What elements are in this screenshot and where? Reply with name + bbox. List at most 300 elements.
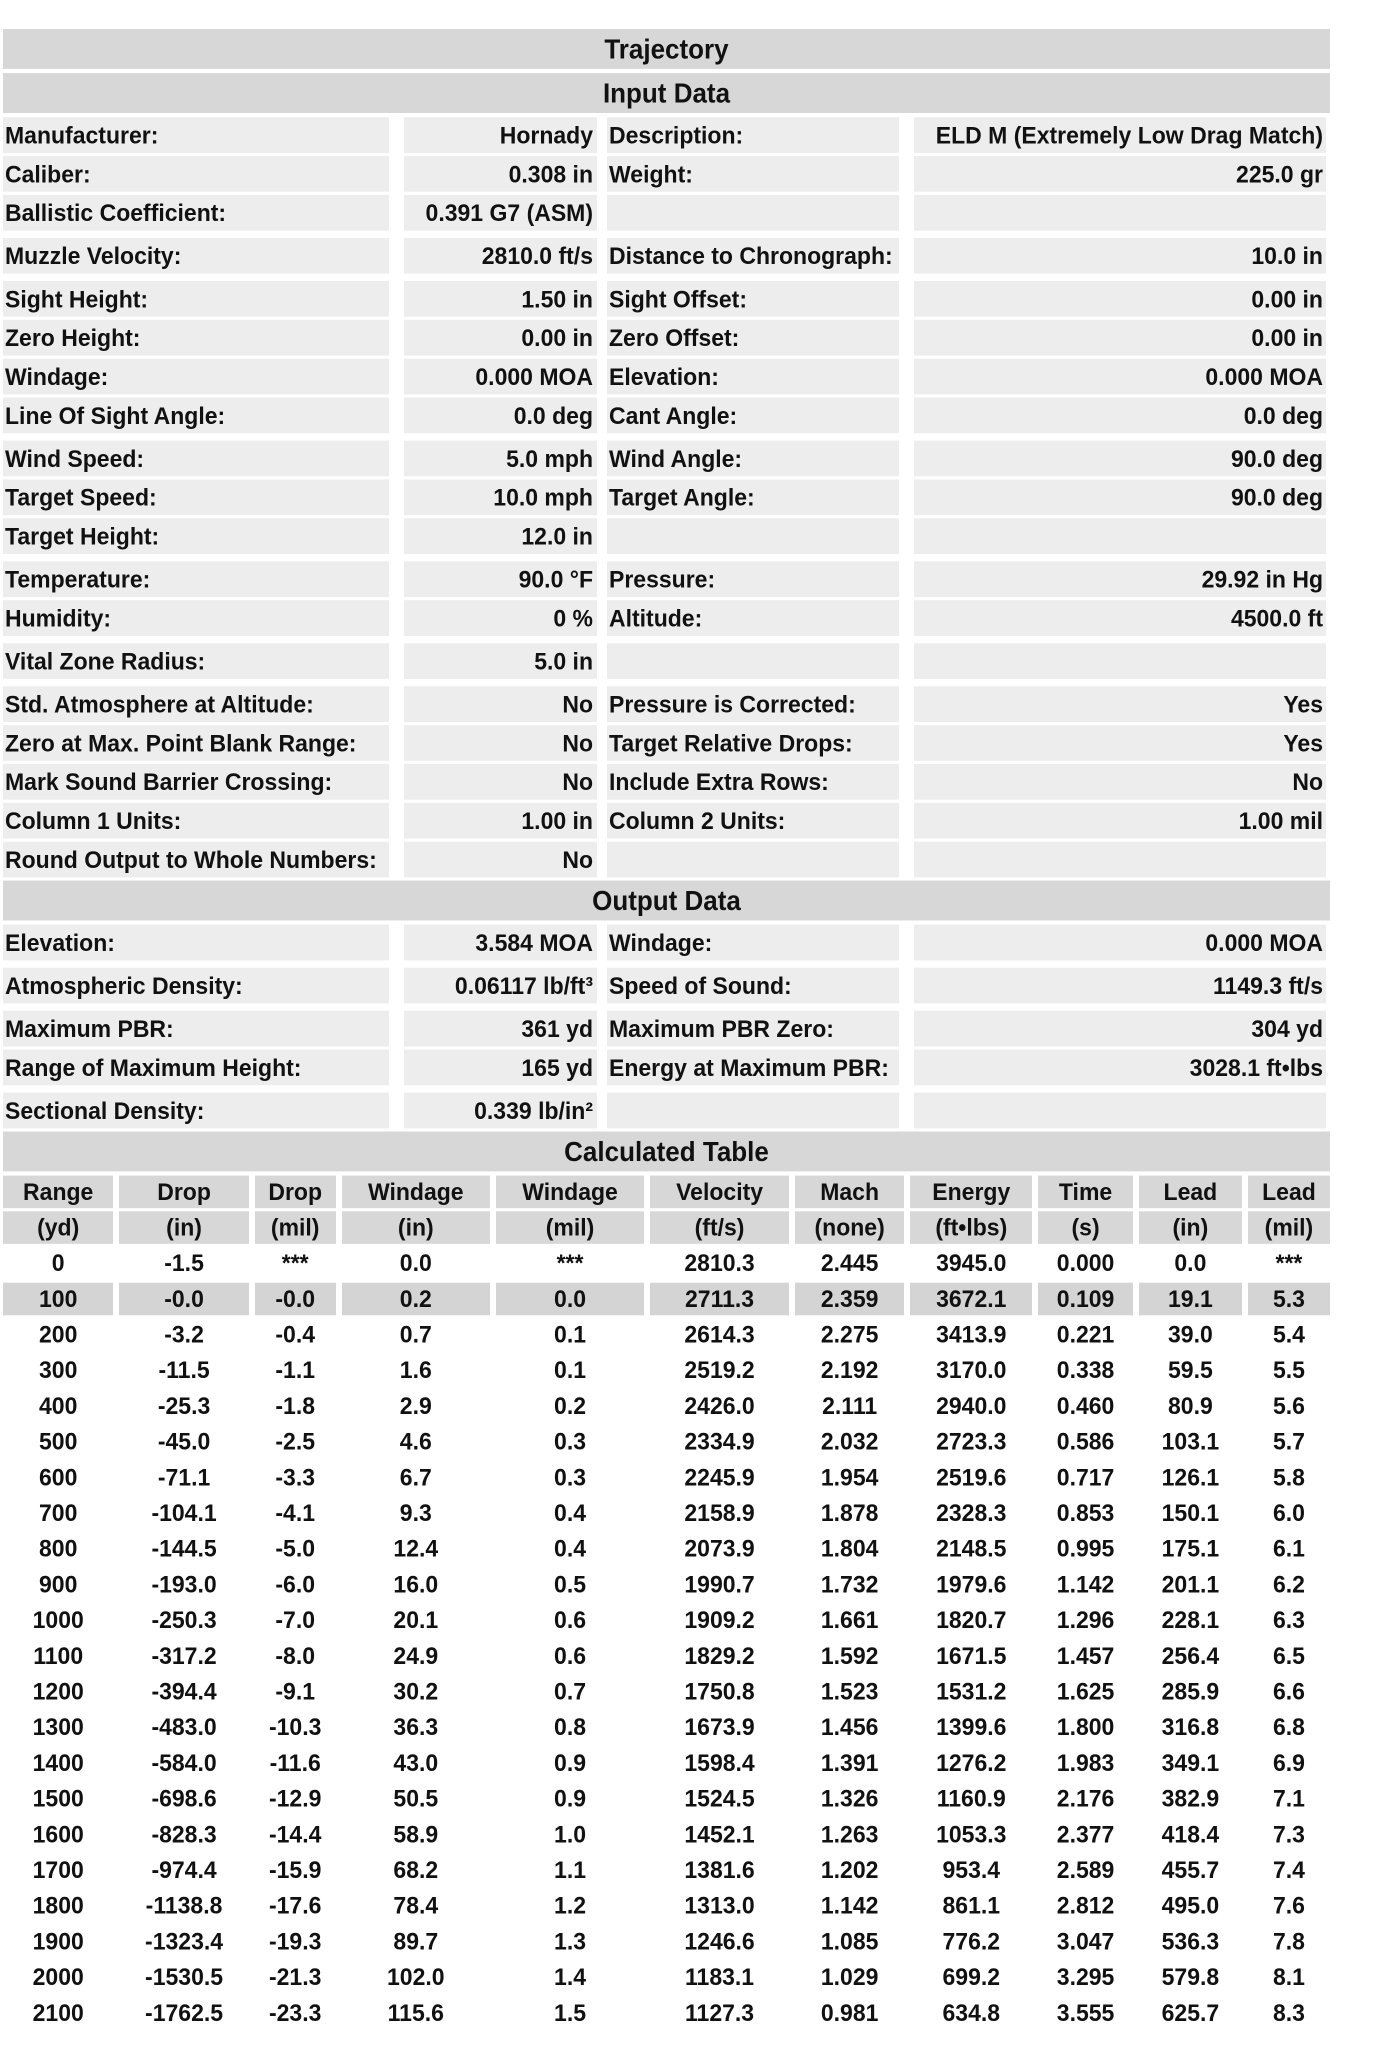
value-right: Yes [914, 725, 1326, 761]
table-cell: 1531.2 [910, 1675, 1032, 1708]
data-row [3, 600, 1330, 636]
data-row [3, 561, 1330, 597]
page-title: Trajectory [3, 29, 1330, 69]
table-cell: -12.9 [255, 1782, 336, 1815]
table-cell: 2519.6 [910, 1461, 1032, 1494]
table-cell: -0.0 [255, 1283, 336, 1316]
table-cell: 0.338 [1038, 1354, 1133, 1387]
table-cell: 100 [3, 1283, 113, 1316]
value-right: 304 yd [914, 1011, 1326, 1047]
table-cell: 1300 [3, 1711, 113, 1744]
table-cell: -1138.8 [119, 1890, 248, 1923]
table-cell: 900 [3, 1568, 113, 1601]
table-row [3, 1318, 1330, 1351]
table-row [3, 1997, 1330, 2030]
value-right [914, 1093, 1326, 1129]
data-row [3, 643, 1330, 679]
table-row [3, 1782, 1330, 1815]
table-cell: -15.9 [255, 1854, 336, 1887]
calculated-table [0, 1172, 1336, 2032]
table-cell: -1.1 [255, 1354, 336, 1387]
table-cell: 349.1 [1139, 1747, 1242, 1780]
table-cell: -317.2 [119, 1640, 248, 1673]
table-cell: 5.5 [1248, 1354, 1330, 1387]
table-cell: 1600 [3, 1818, 113, 1851]
table-cell: 1.202 [795, 1854, 904, 1887]
table-cell: 3413.9 [910, 1318, 1032, 1351]
table-cell: 8.1 [1248, 1961, 1330, 1994]
table-cell: 1673.9 [650, 1711, 789, 1744]
table-cell: 4.6 [342, 1425, 490, 1458]
table-cell: 625.7 [1139, 1997, 1242, 2030]
label-left: Target Speed: [3, 479, 389, 515]
value-left: No [404, 764, 597, 800]
label-left: Wind Speed: [3, 441, 389, 477]
table-cell: -21.3 [255, 1961, 336, 1994]
table-row [3, 1497, 1330, 1530]
table-cell: -584.0 [119, 1747, 248, 1780]
table-cell: 6.1 [1248, 1533, 1330, 1566]
table-cell: 3.555 [1038, 1997, 1133, 2030]
table-cell: 24.9 [342, 1640, 490, 1673]
data-row [3, 842, 1330, 878]
data-row [3, 725, 1330, 761]
data-row [3, 1011, 1330, 1047]
value-right: 0.00 in [914, 281, 1326, 317]
table-cell: 78.4 [342, 1890, 490, 1923]
value-right: 3028.1 ft•lbs [914, 1050, 1326, 1086]
table-row [3, 1925, 1330, 1958]
table-row [3, 1390, 1330, 1423]
table-cell: -45.0 [119, 1425, 248, 1458]
table-cell: 800 [3, 1533, 113, 1566]
data-row [3, 238, 1330, 274]
label-left: Caliber: [3, 156, 389, 192]
table-cell: 1.326 [795, 1782, 904, 1815]
table-cell: 200 [3, 1318, 113, 1351]
table-cell: 50.5 [342, 1782, 490, 1815]
table-cell: 2245.9 [650, 1461, 789, 1494]
table-row [3, 1854, 1330, 1887]
data-row [3, 968, 1330, 1004]
table-cell: 115.6 [342, 1997, 490, 2030]
table-cell: 1.800 [1038, 1711, 1133, 1744]
table-row [3, 1533, 1330, 1566]
table-cell: -10.3 [255, 1711, 336, 1744]
table-cell: 0.0 [496, 1283, 644, 1316]
column-header: Windage [496, 1176, 644, 1209]
table-cell: -5.0 [255, 1533, 336, 1566]
value-right: 1.00 mil [914, 803, 1326, 839]
table-cell: 0.853 [1038, 1497, 1133, 1530]
table-row [3, 1711, 1330, 1744]
table-cell: 0.0 [342, 1247, 490, 1280]
table-cell: 1671.5 [910, 1640, 1032, 1673]
label-right: Zero Offset: [607, 320, 899, 356]
table-cell: -1.8 [255, 1390, 336, 1423]
label-left: Sectional Density: [3, 1093, 389, 1129]
table-cell: 43.0 [342, 1747, 490, 1780]
table-cell: 2723.3 [910, 1425, 1032, 1458]
value-right: 10.0 in [914, 238, 1326, 274]
column-header: (mil) [1248, 1211, 1330, 1244]
table-cell: 2.812 [1038, 1890, 1133, 1923]
data-row [3, 117, 1330, 153]
table-cell: 1.391 [795, 1747, 904, 1780]
table-cell: 5.4 [1248, 1318, 1330, 1351]
table-cell: 536.3 [1139, 1925, 1242, 1958]
table-cell: 1.1 [496, 1854, 644, 1887]
table-cell: 36.3 [342, 1711, 490, 1744]
table-cell: 1.592 [795, 1640, 904, 1673]
table-cell: 2519.2 [650, 1354, 789, 1387]
value-right: ELD M (Extremely Low Drag Match) [914, 117, 1326, 153]
column-header-row [3, 1176, 1330, 1209]
label-left: Column 1 Units: [3, 803, 389, 839]
label-left: Zero Height: [3, 320, 389, 356]
table-cell: 1900 [3, 1925, 113, 1958]
label-left: Atmospheric Density: [3, 968, 389, 1004]
label-right: Maximum PBR Zero: [607, 1011, 899, 1047]
table-cell: 0.3 [496, 1461, 644, 1494]
column-units-row [3, 1211, 1330, 1244]
table-cell: 953.4 [910, 1854, 1032, 1887]
table-cell: 1053.3 [910, 1818, 1032, 1851]
table-cell: -828.3 [119, 1818, 248, 1851]
output-data-header: Output Data [3, 881, 1330, 921]
table-cell: 1800 [3, 1890, 113, 1923]
table-cell: 700 [3, 1497, 113, 1530]
calculated-table-header: Calculated Table [3, 1132, 1330, 1172]
label-right: Description: [607, 117, 899, 153]
table-cell: 2.111 [795, 1390, 904, 1423]
table-cell: 5.3 [1248, 1283, 1330, 1316]
table-cell: 19.1 [1139, 1283, 1242, 1316]
table-cell: 1452.1 [650, 1818, 789, 1851]
table-cell: 1313.0 [650, 1890, 789, 1923]
table-cell: 316.8 [1139, 1711, 1242, 1744]
column-header: Energy [910, 1176, 1032, 1209]
column-header: (mil) [496, 1211, 644, 1244]
label-left: Muzzle Velocity: [3, 238, 389, 274]
label-right: Target Relative Drops: [607, 725, 899, 761]
label-left: Maximum PBR: [3, 1011, 389, 1047]
label-left: Range of Maximum Height: [3, 1050, 389, 1086]
table-cell: 175.1 [1139, 1533, 1242, 1566]
table-cell: -71.1 [119, 1461, 248, 1494]
data-row [3, 320, 1330, 356]
table-cell: 3945.0 [910, 1247, 1032, 1280]
table-cell: 2.445 [795, 1247, 904, 1280]
table-cell: 1.029 [795, 1961, 904, 1994]
value-right: 90.0 deg [914, 479, 1326, 515]
table-cell: 0 [3, 1247, 113, 1280]
value-right: 0.00 in [914, 320, 1326, 356]
table-cell: 2426.0 [650, 1390, 789, 1423]
table-cell: 285.9 [1139, 1675, 1242, 1708]
label-right [607, 518, 899, 554]
table-cell: 2.377 [1038, 1818, 1133, 1851]
column-header: Lead [1139, 1176, 1242, 1209]
table-row [3, 1675, 1330, 1708]
table-cell: 1246.6 [650, 1925, 789, 1958]
table-cell: 500 [3, 1425, 113, 1458]
table-cell: 20.1 [342, 1604, 490, 1637]
data-row [3, 281, 1330, 317]
value-right [914, 643, 1326, 679]
label-right: Distance to Chronograph: [607, 238, 899, 274]
table-cell: 7.4 [1248, 1854, 1330, 1887]
table-cell: 0.6 [496, 1604, 644, 1637]
column-header: Range [3, 1176, 113, 1209]
table-cell: 0.8 [496, 1711, 644, 1744]
table-cell: 1979.6 [910, 1568, 1032, 1601]
value-right: No [914, 764, 1326, 800]
table-cell: 0.0 [1139, 1247, 1242, 1280]
table-row [3, 1961, 1330, 1994]
table-cell: 7.8 [1248, 1925, 1330, 1958]
table-cell: 1381.6 [650, 1854, 789, 1887]
table-cell: 0.460 [1038, 1390, 1133, 1423]
table-cell: -1762.5 [119, 1997, 248, 2030]
label-left: Sight Height: [3, 281, 389, 317]
table-cell: 3672.1 [910, 1283, 1032, 1316]
value-right: 0.000 MOA [914, 925, 1326, 961]
label-left: Ballistic Coefficient: [3, 195, 389, 231]
table-cell: 0.981 [795, 1997, 904, 2030]
data-row [3, 156, 1330, 192]
data-row [3, 195, 1330, 231]
column-header: Drop [119, 1176, 248, 1209]
label-left: Humidity: [3, 600, 389, 636]
table-cell: 634.8 [910, 1997, 1032, 2030]
column-header: Velocity [650, 1176, 789, 1209]
table-cell: 0.1 [496, 1318, 644, 1351]
table-cell: 2810.3 [650, 1247, 789, 1280]
table-cell: -394.4 [119, 1675, 248, 1708]
column-header: (yd) [3, 1211, 113, 1244]
table-row [3, 1747, 1330, 1780]
data-row [3, 1093, 1330, 1129]
table-cell: 1276.2 [910, 1747, 1032, 1780]
table-cell: 1.523 [795, 1675, 904, 1708]
table-cell: -23.3 [255, 1997, 336, 2030]
table-cell: 495.0 [1139, 1890, 1242, 1923]
table-cell: -1.5 [119, 1247, 248, 1280]
table-cell: 6.0 [1248, 1497, 1330, 1530]
table-cell: -0.0 [119, 1283, 248, 1316]
table-cell: 1990.7 [650, 1568, 789, 1601]
trajectory-report [3, 29, 1330, 2032]
value-left: Hornady [404, 117, 597, 153]
input-data-section [3, 117, 1330, 877]
table-cell: 2.359 [795, 1283, 904, 1316]
table-cell: 6.7 [342, 1461, 490, 1494]
table-cell: 1829.2 [650, 1640, 789, 1673]
table-cell: 7.1 [1248, 1782, 1330, 1815]
table-cell: 0.7 [496, 1675, 644, 1708]
table-cell: 0.000 [1038, 1247, 1133, 1280]
value-right [914, 195, 1326, 231]
table-cell: 2.192 [795, 1354, 904, 1387]
table-cell: 2.9 [342, 1390, 490, 1423]
label-right: Target Angle: [607, 479, 899, 515]
table-cell: -3.2 [119, 1318, 248, 1351]
table-cell: 861.1 [910, 1890, 1032, 1923]
table-cell: 6.2 [1248, 1568, 1330, 1601]
label-left: Manufacturer: [3, 117, 389, 153]
value-left: 1.00 in [404, 803, 597, 839]
table-cell: 400 [3, 1390, 113, 1423]
label-left: Elevation: [3, 925, 389, 961]
value-left: No [404, 842, 597, 878]
table-cell: -0.4 [255, 1318, 336, 1351]
table-cell: 1160.9 [910, 1782, 1032, 1815]
value-right: 1149.3 ft/s [914, 968, 1326, 1004]
label-right [607, 1093, 899, 1129]
table-cell: 89.7 [342, 1925, 490, 1958]
table-cell: 1200 [3, 1675, 113, 1708]
table-cell: 1.0 [496, 1818, 644, 1851]
table-cell: -2.5 [255, 1425, 336, 1458]
table-cell: 1.3 [496, 1925, 644, 1958]
value-left: 5.0 mph [404, 441, 597, 477]
label-left: Vital Zone Radius: [3, 643, 389, 679]
column-header: (ft•lbs) [910, 1211, 1032, 1244]
table-cell: 1.6 [342, 1354, 490, 1387]
value-left: 0.308 in [404, 156, 597, 192]
table-cell: -19.3 [255, 1925, 336, 1958]
table-cell: -250.3 [119, 1604, 248, 1637]
table-cell: 68.2 [342, 1854, 490, 1887]
table-row [3, 1283, 1330, 1316]
value-left: 0 % [404, 600, 597, 636]
table-cell: 2.176 [1038, 1782, 1133, 1815]
label-left: Mark Sound Barrier Crossing: [3, 764, 389, 800]
column-header: Mach [795, 1176, 904, 1209]
table-cell: 256.4 [1139, 1640, 1242, 1673]
table-cell: 0.586 [1038, 1425, 1133, 1458]
table-cell: 2148.5 [910, 1533, 1032, 1566]
label-right: Sight Offset: [607, 281, 899, 317]
table-cell: -483.0 [119, 1711, 248, 1744]
table-cell: -104.1 [119, 1497, 248, 1530]
table-cell: 0.7 [342, 1318, 490, 1351]
table-cell: 1500 [3, 1782, 113, 1815]
table-cell: 228.1 [1139, 1604, 1242, 1637]
table-row [3, 1461, 1330, 1494]
table-cell: -11.6 [255, 1747, 336, 1780]
table-cell: -3.3 [255, 1461, 336, 1494]
table-cell: 6.3 [1248, 1604, 1330, 1637]
value-left: 361 yd [404, 1011, 597, 1047]
table-cell: 1.085 [795, 1925, 904, 1958]
table-cell: 6.6 [1248, 1675, 1330, 1708]
table-cell: 0.9 [496, 1747, 644, 1780]
value-right: 29.92 in Hg [914, 561, 1326, 597]
table-cell: 1.457 [1038, 1640, 1133, 1673]
table-row [3, 1354, 1330, 1387]
table-cell: -25.3 [119, 1390, 248, 1423]
table-cell: 2328.3 [910, 1497, 1032, 1530]
table-cell: -14.4 [255, 1818, 336, 1851]
data-row [3, 518, 1330, 554]
value-right [914, 518, 1326, 554]
table-cell: 0.3 [496, 1425, 644, 1458]
label-right: Windage: [607, 925, 899, 961]
table-cell: 1000 [3, 1604, 113, 1637]
table-cell: 1.263 [795, 1818, 904, 1851]
label-left: Windage: [3, 359, 389, 395]
table-cell: 1.625 [1038, 1675, 1133, 1708]
table-cell: -7.0 [255, 1604, 336, 1637]
label-right: Speed of Sound: [607, 968, 899, 1004]
table-cell: 1.804 [795, 1533, 904, 1566]
input-data-header: Input Data [3, 73, 1330, 113]
table-cell: 0.4 [496, 1497, 644, 1530]
table-cell: 1598.4 [650, 1747, 789, 1780]
table-cell: 1.878 [795, 1497, 904, 1530]
table-cell: 9.3 [342, 1497, 490, 1530]
table-cell: 201.1 [1139, 1568, 1242, 1601]
table-cell: -6.0 [255, 1568, 336, 1601]
table-cell: 2158.9 [650, 1497, 789, 1530]
value-left: 10.0 mph [404, 479, 597, 515]
table-cell: 12.4 [342, 1533, 490, 1566]
value-right: 0.000 MOA [914, 359, 1326, 395]
table-cell: 2100 [3, 1997, 113, 2030]
table-cell: 1183.1 [650, 1961, 789, 1994]
value-left: 3.584 MOA [404, 925, 597, 961]
table-cell: 1909.2 [650, 1604, 789, 1637]
table-cell: 1524.5 [650, 1782, 789, 1815]
table-cell: 699.2 [910, 1961, 1032, 1994]
table-cell: -144.5 [119, 1533, 248, 1566]
table-cell: 103.1 [1139, 1425, 1242, 1458]
table-cell: 0.717 [1038, 1461, 1133, 1494]
value-left: 0.000 MOA [404, 359, 597, 395]
table-cell: -698.6 [119, 1782, 248, 1815]
table-row [3, 1890, 1330, 1923]
table-cell: 30.2 [342, 1675, 490, 1708]
table-cell: 6.9 [1248, 1747, 1330, 1780]
table-cell: 1.954 [795, 1461, 904, 1494]
data-row [3, 1050, 1330, 1086]
table-cell: 7.3 [1248, 1818, 1330, 1851]
column-header: (s) [1038, 1211, 1133, 1244]
table-cell: -193.0 [119, 1568, 248, 1601]
table-cell: -17.6 [255, 1890, 336, 1923]
table-cell: 0.109 [1038, 1283, 1133, 1316]
column-header: (mil) [255, 1211, 336, 1244]
table-cell: 80.9 [1139, 1390, 1242, 1423]
table-cell: -974.4 [119, 1854, 248, 1887]
table-cell: 2.275 [795, 1318, 904, 1351]
label-left: Target Height: [3, 518, 389, 554]
value-left: 1.50 in [404, 281, 597, 317]
label-right: Pressure is Corrected: [607, 686, 899, 722]
table-cell: 1127.3 [650, 1997, 789, 2030]
table-cell: 1.661 [795, 1604, 904, 1637]
table-cell: 1.732 [795, 1568, 904, 1601]
table-cell: 5.6 [1248, 1390, 1330, 1423]
column-header: (none) [795, 1211, 904, 1244]
label-right: Cant Angle: [607, 398, 899, 434]
table-cell: 0.6 [496, 1640, 644, 1673]
table-cell: 776.2 [910, 1925, 1032, 1958]
table-cell: 0.4 [496, 1533, 644, 1566]
table-cell: 1820.7 [910, 1604, 1032, 1637]
